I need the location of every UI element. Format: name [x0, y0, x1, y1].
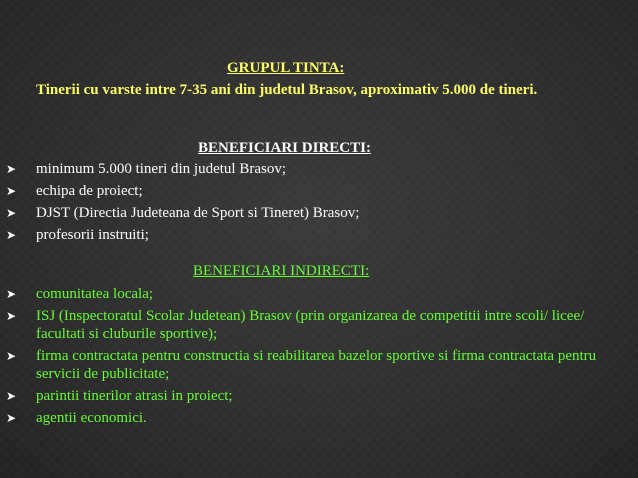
list-item: [0, 226, 600, 244]
list-item: [0, 347, 600, 383]
arrow-bullet-icon: ➤: [6, 162, 17, 176]
list-item: [0, 409, 600, 427]
list-item-text: comunitatea locala;: [36, 286, 154, 302]
list-item-text: parintii tinerilor atrasi in proiect;: [36, 388, 233, 404]
indirect-beneficiaries-heading: BENEFICIARI INDIRECTI:: [193, 263, 370, 279]
arrow-bullet-icon: ➤: [6, 228, 17, 242]
list-item: [0, 160, 600, 178]
list-item: [0, 307, 600, 343]
list-item: [0, 204, 600, 222]
list-item-text: echipa de proiect;: [36, 183, 143, 199]
direct-beneficiaries-list: [0, 160, 600, 248]
indirect-beneficiaries-list: [0, 285, 600, 431]
target-group-heading: GRUPUL TINTA:: [227, 60, 345, 76]
list-item: [0, 387, 600, 405]
list-item: [0, 182, 600, 200]
target-group-text: Tinerii cu varste intre 7-35 ani din judetul Brasov, aproximativ 5.000 de tineri.: [36, 82, 538, 98]
list-item-text: minimum 5.000 tineri din judetul Brasov;: [36, 161, 286, 177]
list-item-text: agentii economici.: [36, 410, 147, 426]
arrow-bullet-icon: ➤: [6, 349, 17, 363]
arrow-bullet-icon: ➤: [6, 287, 17, 301]
list-item-text: profesorii instruiti;: [36, 227, 149, 243]
arrow-bullet-icon: ➤: [6, 389, 17, 403]
list-item-text: DJST (Directia Judeteana de Sport si Tineret) Brasov;: [36, 205, 360, 221]
direct-beneficiaries-heading: BENEFICIARI DIRECTI:: [198, 140, 371, 156]
arrow-bullet-icon: ➤: [6, 184, 17, 198]
arrow-bullet-icon: ➤: [6, 206, 17, 220]
list-item-text: ISJ (Inspectoratul Scolar Judetean) Brasov (prin organizarea de competitii intre scoli/ licee/ facultati si cluburile sportive);: [36, 308, 585, 342]
list-item: [0, 285, 600, 303]
list-item-text: firma contractata pentru constructia si reabilitarea bazelor sportive si firma contractata pentru servicii de publicitate;: [36, 348, 597, 382]
arrow-bullet-icon: ➤: [6, 411, 17, 425]
arrow-bullet-icon: ➤: [6, 309, 17, 323]
